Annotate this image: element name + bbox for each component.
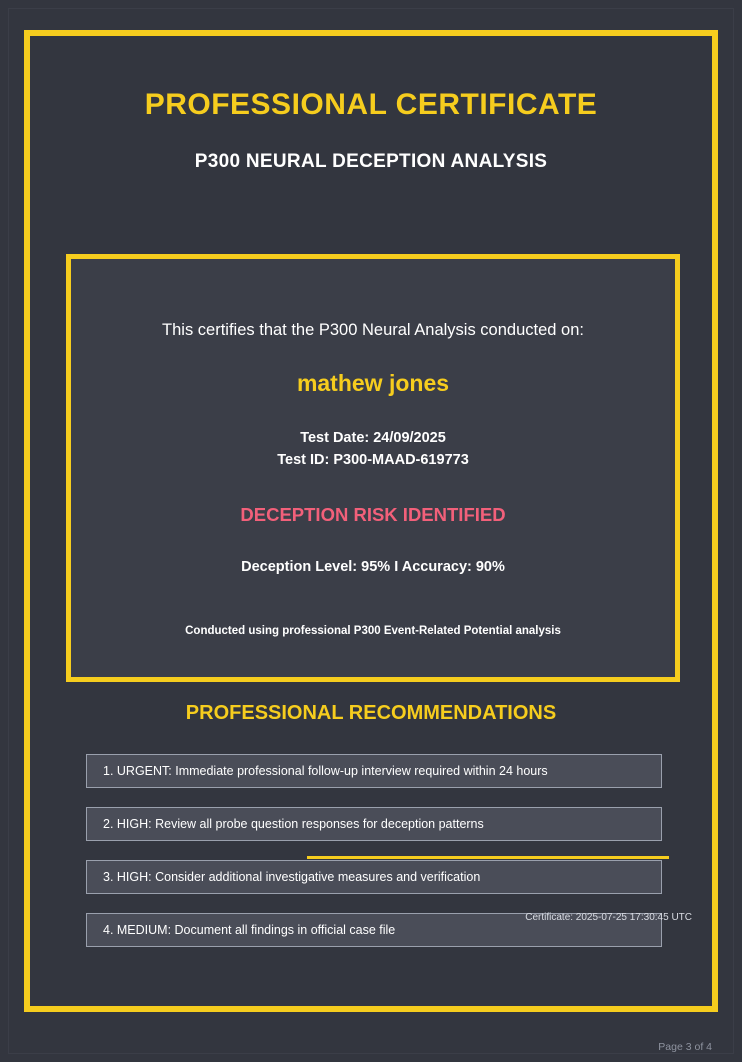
certifies-statement: This certifies that the P300 Neural Analysis conducted on:	[162, 321, 584, 339]
list-item: 3. HIGH: Consider additional investigative measures and verification	[86, 860, 662, 894]
levels-text: Deception Level: 95% I Accuracy: 90%	[241, 559, 505, 575]
certificate-details-panel	[66, 254, 680, 682]
page-subtitle: P300 NEURAL DECEPTION ANALYSIS	[194, 151, 548, 172]
list-item: 1. URGENT: Immediate professional follow-up interview required within 24 hours	[86, 754, 662, 788]
test-id: Test ID: P300-MAAD-619773	[277, 452, 469, 468]
list-item: 2. HIGH: Review all probe question responses for deception patterns	[86, 807, 662, 841]
page-number: Page 3 of 4	[658, 1041, 712, 1053]
test-metadata	[71, 427, 675, 471]
verdict-text: DECEPTION RISK IDENTIFIED	[240, 504, 506, 525]
method-note: Conducted using professional P300 Event-Related Potential analysis	[185, 625, 561, 637]
test-date: Test Date: 24/09/2025	[300, 430, 446, 446]
list-item: 4. MEDIUM: Document all findings in official case file	[86, 913, 662, 947]
recommendations-list	[86, 754, 662, 966]
recommendations-title: PROFESSIONAL RECOMMENDATIONS	[185, 702, 557, 724]
subject-name: mathew jones	[296, 370, 450, 396]
page-title: PROFESSIONAL CERTIFICATE	[144, 88, 598, 121]
certificate-timestamp: Certificate: 2025-07-25 17:30:45 UTC	[525, 912, 692, 923]
certificate-frame	[24, 30, 718, 1012]
